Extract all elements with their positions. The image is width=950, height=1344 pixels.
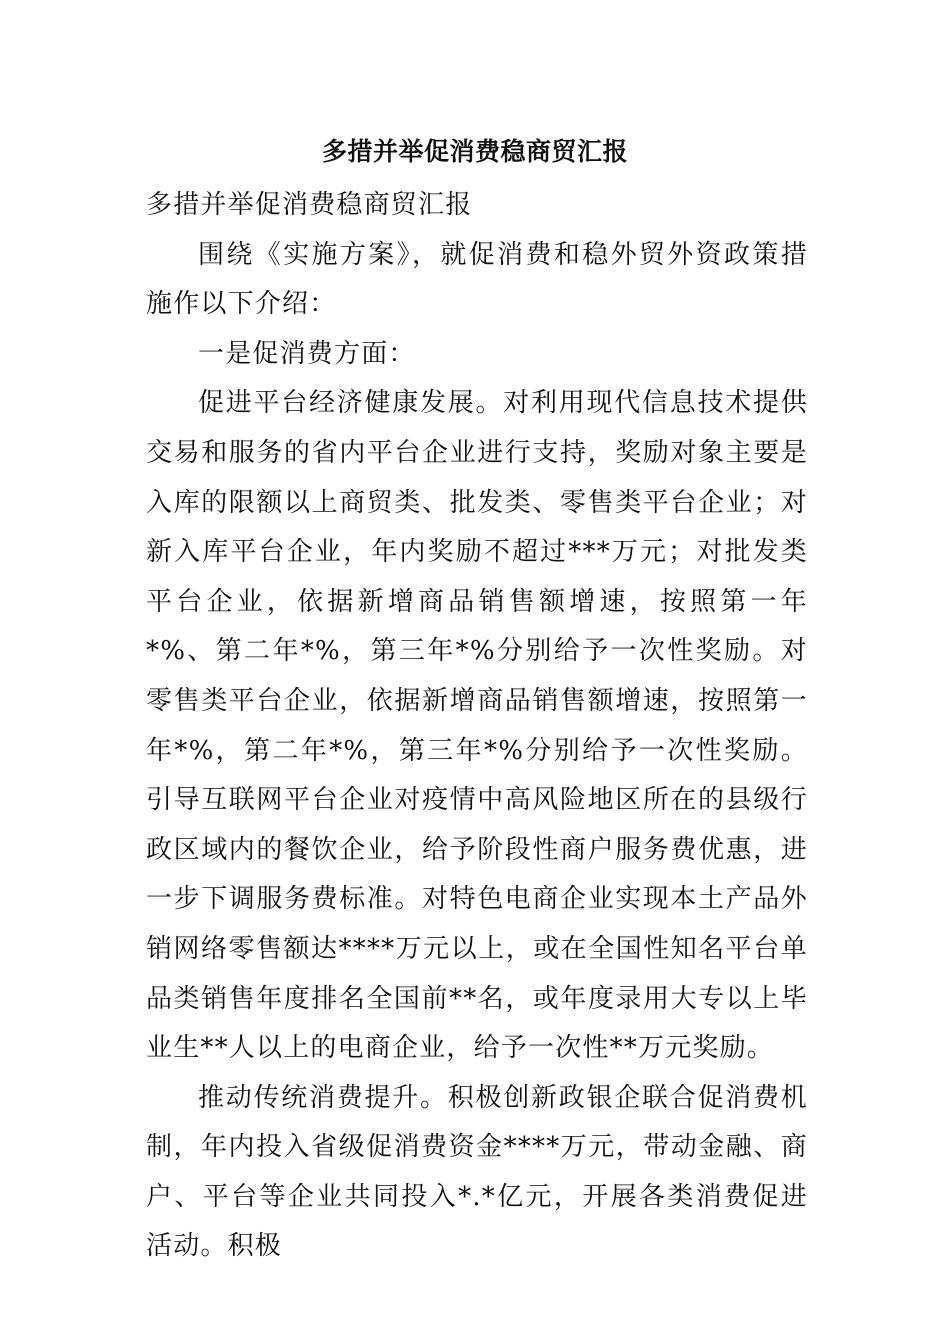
- paragraph: 多措并举促消费稳商贸汇报: [146, 190, 473, 220]
- document-body: [146, 181, 808, 1272]
- document-title: 多措并举促消费稳商贸汇报: [321, 137, 628, 166]
- paragraph: 围绕《实施方案》，就促消费和稳外贸外资政策措施作以下介绍：: [146, 239, 808, 320]
- paragraph: 一是促消费方面：: [198, 338, 416, 369]
- paragraph: 推动传统消费提升。积极创新政银企联合促消费机制，年内投入省级促消费资金****万元，带动金融、商户、平台等企业共同投入*.*亿元，开展各类消费促进活动。积极: [146, 1082, 808, 1262]
- paragraph: 促进平台经济健康发展。对利用现代信息技术提供交易和服务的省内平台企业进行支持，奖励对象主要是入库的限额以上商贸类、批发类、零售类平台企业；对新入库平台企业，年内奖励不超过***万元；对批发类平台企业，依据新增商品销售额增速，按照第一年*%、第二年*%，第三年*%分别给予一次性奖励。对零售类平台企业，依据新增商品销售额增速，按照第一年*%，第二年*%，第三年*%分别给予一次性奖励。引导互联网平台企业对疫情中高风险地区所在的县级行政区域内的餐饮企业，给予阶段性商户服务费优惠，进一步下调服务费标准。对特色电商企业实现本土产品外销网络零售额达****万元以上，或在全国性知名平台单品类销售年度排名全国前**名，或年度录用大专以上毕业生**人以上的电商企业，给予一次性**万元奖励。: [146, 388, 808, 1064]
